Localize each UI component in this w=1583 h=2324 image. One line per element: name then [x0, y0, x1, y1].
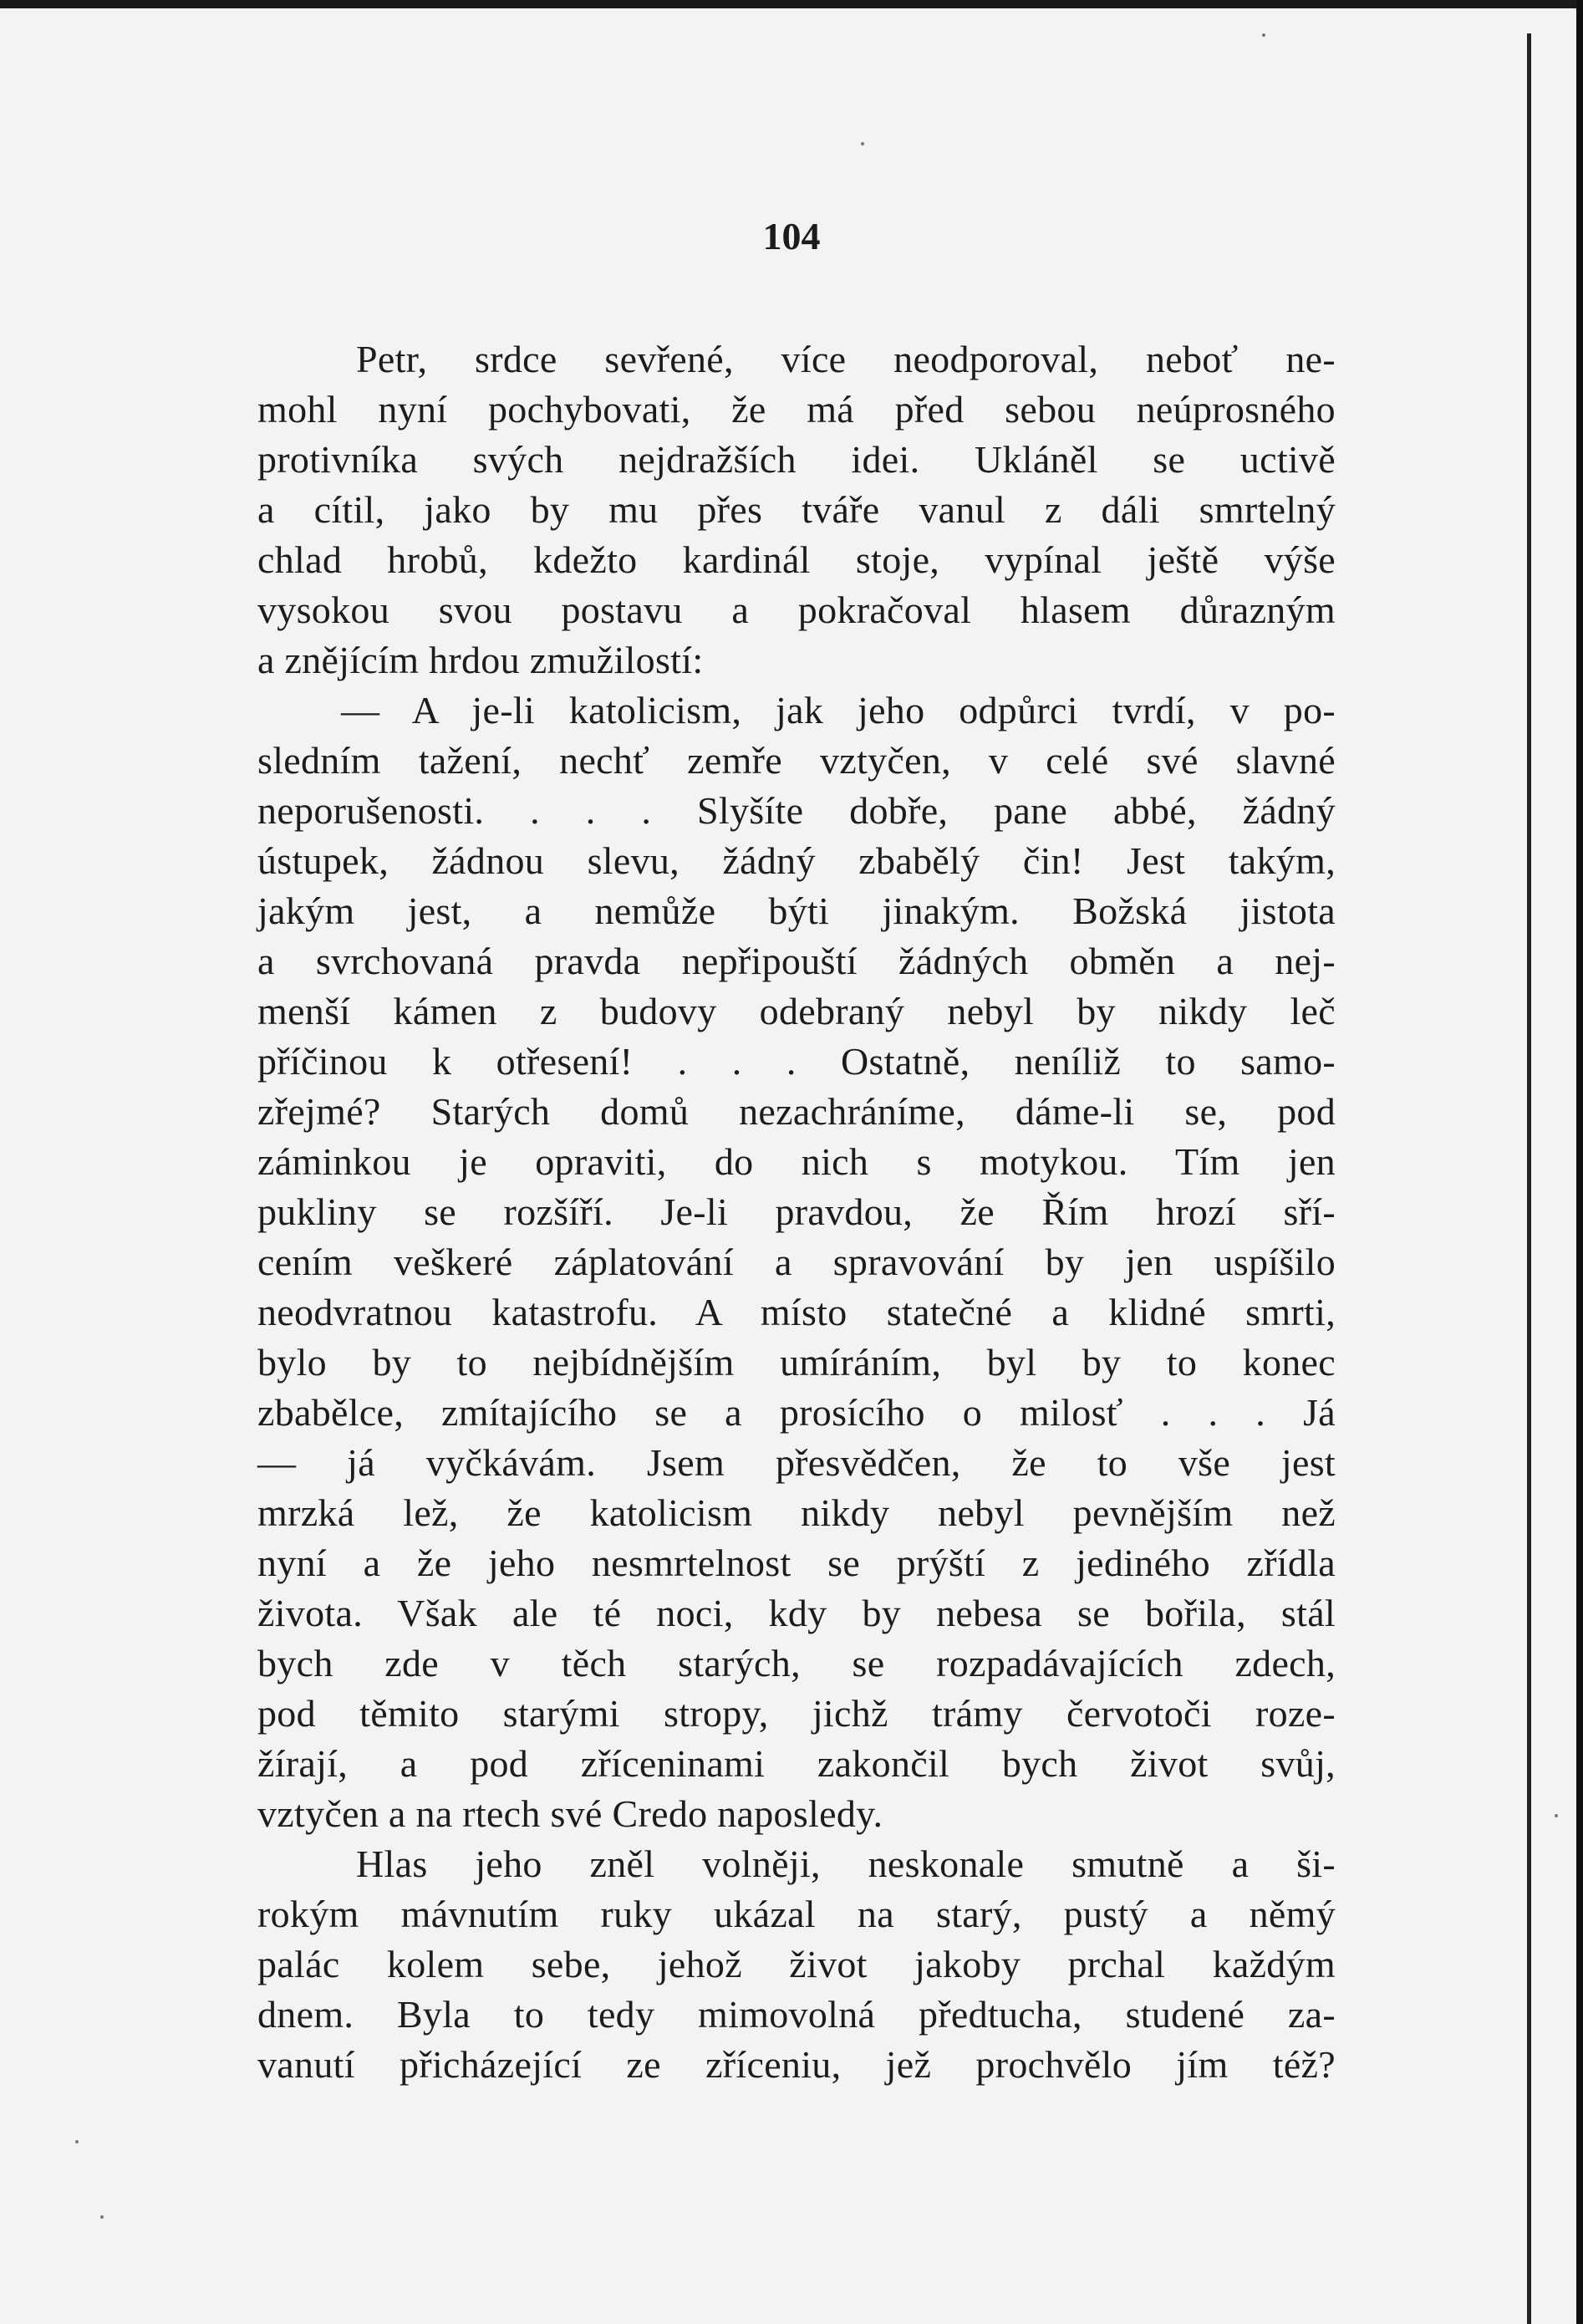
text-line: chlad hrobů, kdežto kardinál stoje, vypínal ještě výše — [257, 538, 1336, 581]
text-line: neporušenosti. . . . Slyšíte dobře, pane abbé, žádný — [257, 789, 1336, 832]
text-line: jakým jest, a nemůže býti jinakým. Božská jistota — [257, 889, 1336, 932]
text-line: příčinou k otřesení! . . . Ostatně, neníliž to samo- — [257, 1040, 1336, 1083]
text-line: palác kolem sebe, jehož život jakoby prchal každým — [257, 1943, 1336, 1985]
text-line: pukliny se rozšíří. Je-li pravdou, že Řím hrozí sří- — [257, 1190, 1336, 1233]
text-line: pod těmito starými stropy, jichž trámy červotoči roze- — [257, 1692, 1336, 1735]
text-line: zbabělce, zmítajícího se a prosícího o milosť . . . Já — [257, 1391, 1336, 1434]
text-line: protivníka svých nejdražších idei. Ukláněl se uctivě — [257, 438, 1336, 481]
scan-speck — [861, 142, 864, 145]
text-line: rokým mávnutím ruky ukázal na starý, pustý a němý — [257, 1893, 1336, 1935]
text-line: — A je-li katolicism, jak jeho odpůrci tvrdí, v po- — [341, 689, 1336, 731]
text-line: a cítil, jako by mu přes tváře vanul z dáli smrtelný — [257, 488, 1336, 531]
page-spine-edge — [1527, 33, 1531, 2324]
text-line: života. Však ale té noci, kdy by nebesa se bořila, stál — [257, 1592, 1336, 1634]
text-line: bylo by to nejbídnějším umíráním, byl by to konec — [257, 1341, 1336, 1384]
text-line: — já vyčkávám. Jsem přesvědčen, že to vše jest — [257, 1441, 1336, 1484]
text-line: mrzká lež, že katolicism nikdy nebyl pevnějším než — [257, 1491, 1336, 1534]
text-line: zřejmé? Starých domů nezachráníme, dáme-li se, pod — [257, 1090, 1336, 1133]
text-line: a svrchovaná pravda nepřipouští žádných obměn a nej- — [257, 940, 1336, 982]
text-line: záminkou je opraviti, do nich s motykou. Tím jen — [257, 1140, 1336, 1183]
text-line: menší kámen z budovy odebraný nebyl by nikdy leč — [257, 990, 1336, 1032]
scan-speck — [1262, 33, 1265, 37]
text-line: žírají, a pod zříceninami zakončil bych život svůj, — [257, 1742, 1336, 1785]
page-number: 104 — [762, 215, 821, 257]
text-line: cením veškeré záplatování a spravování by jen uspíšilo — [257, 1241, 1336, 1283]
text-line: bych zde v těch starých, se rozpadávajících zdech, — [257, 1642, 1336, 1684]
page-top-edge-shadow — [0, 0, 1583, 8]
text-line: a znějícím hrdou zmužilostí: — [257, 639, 704, 681]
text-line: mohl nyní pochybovati, že má před sebou neúprosného — [257, 388, 1336, 431]
text-line: Petr, srdce sevřené, více neodporoval, neboť ne- — [356, 338, 1336, 380]
text-line: ústupek, žádnou slevu, žádný zbabělý čin! Jest takým, — [257, 839, 1336, 882]
text-line: neodvratnou katastrofu. A místo statečné a klidné smrti, — [257, 1291, 1336, 1333]
text-line: vztyčen a na rtech své Credo naposledy. — [257, 1792, 883, 1835]
scan-speck — [100, 2215, 104, 2219]
text-line: vysokou svou postavu a pokračoval hlasem důrazným — [257, 589, 1336, 631]
scan-speck — [75, 2140, 79, 2143]
text-line: vanutí přicházející ze zříceniu, jež prochvělo jím též? — [257, 2043, 1336, 2086]
text-line: sledním tažení, nechť zemře vztyčen, v celé své slavné — [257, 739, 1336, 782]
text-line: dnem. Byla to tedy mimovolná předtucha, studené za- — [257, 1993, 1336, 2036]
body-text — [257, 334, 1336, 2090]
text-line: nyní a že jeho nesmrtelnost se prýští z jediného zřídla — [257, 1542, 1336, 1584]
scan-speck — [1555, 1814, 1558, 1817]
text-line: Hlas jeho zněl volněji, neskonale smutně a ši- — [356, 1842, 1336, 1885]
page-right-edge-shadow — [1576, 0, 1583, 2324]
